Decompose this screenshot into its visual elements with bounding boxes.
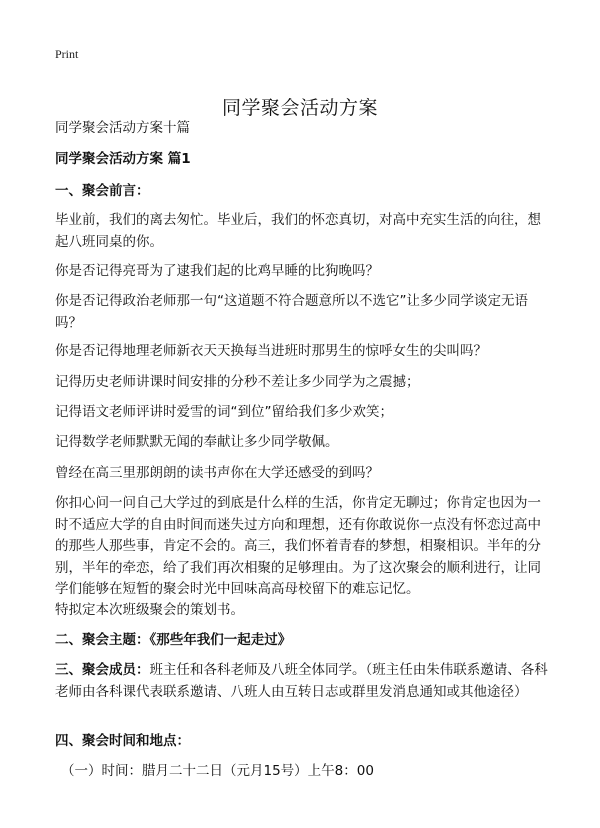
remember-1: 记得历史老师讲课时间安排的分秒不差让多少同学为之震撼； xyxy=(55,374,420,390)
members-text: 班主任和各科老师及八班全体同学。（班主任由朱伟联系邀请、各科老师由各科课代表联系邀请、八班人由互转日志或群里发消息通知或其他途径） xyxy=(55,662,548,700)
heading-preface: 一、聚会前言： xyxy=(55,183,150,199)
question-1: 你是否记得亮哥为了逮我们起的比鸡早睡的比狗晚吗？ xyxy=(55,263,379,279)
remember-3: 记得数学老师默默无闻的奉献让多少同学敬佩。 xyxy=(55,434,339,450)
remember-2: 记得语文老师评讲时爱雪的词“到位”留给我们多少欢笑； xyxy=(55,404,393,420)
page-title: 同学聚会活动方案 xyxy=(221,96,378,119)
heading-members: 三、聚会成员： xyxy=(55,662,150,678)
question-3: 你是否记得地理老师新衣天天换每当进班时那男生的惊呼女生的尖叫吗？ xyxy=(55,343,487,359)
long-paragraph: 你扣心问一问自己大学过的到底是什么样的生活，你肯定无聊过；你肯定也因为一时不适应大学的自由时间而迷失过方向和理想，还有你敢说你一点没有怀恋过高中的那些人那些事，肯定不会的。高三，我们怀着青春的梦想，相聚相识。半年的分别，半年的牵恋，给了我们再次相聚的足够理由。为了这次聚会的顺利进行，让同学们能够在短暂的聚会时光中回味高高母校留下的难忘记忆。 xyxy=(55,495,541,597)
heading-time-place: 四、聚会时间和地点： xyxy=(55,733,190,749)
subtitle: 同学聚会活动方案十篇 xyxy=(55,120,190,136)
print-label: Print xyxy=(55,47,79,61)
intro-paragraph: 毕业前，我们的离去匆忙。毕业后，我们的怀恋真切，对高中充实生活的向往，想起八班同桌的你。 xyxy=(55,212,541,250)
members-paragraph xyxy=(55,660,553,703)
heading-theme: 二、聚会主题：《那些年我们一起走过》 xyxy=(55,632,292,648)
plan-line: 特拟定本次班级聚会的策划书。 xyxy=(55,602,244,618)
time-line: （一）时间：腊月二十二日（元月15号）上午8：00 xyxy=(61,763,374,779)
question-2: 你是否记得政治老师那一句“这道题不符合题意所以不选它”让多少同学谈定无语吗？ xyxy=(55,293,528,331)
section-heading: 同学聚会活动方案 篇1 xyxy=(55,151,191,167)
question-4: 曾经在高三里那朗朗的读书声你在大学还感受的到吗？ xyxy=(55,465,379,481)
